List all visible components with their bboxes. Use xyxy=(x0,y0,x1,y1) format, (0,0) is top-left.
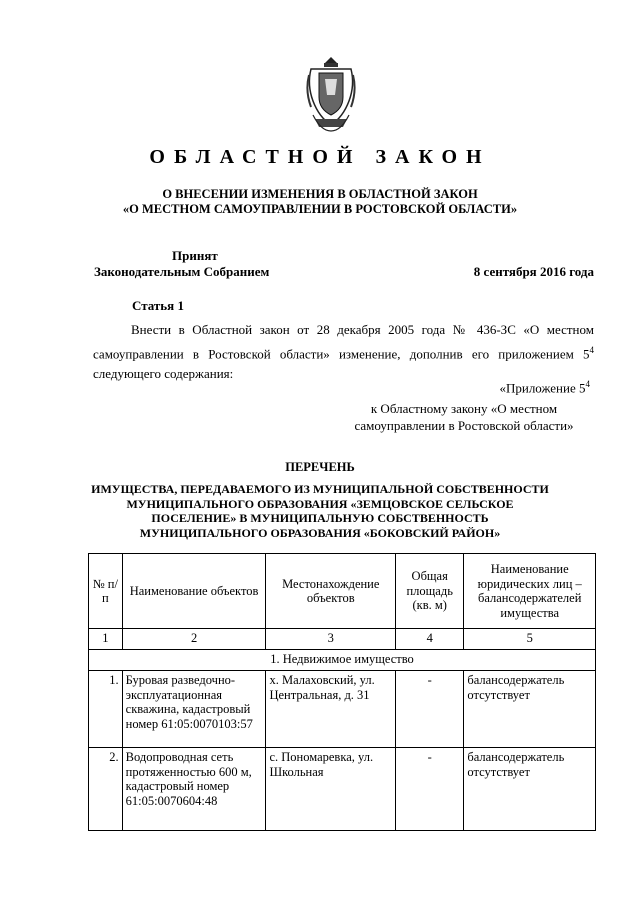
table-row: 1. Буровая разведочно-эксплуатационная скважина, кадастровый номер 61:05:0070103:57 х. Малаховский, ул. Центральная, д. 31 - балансодержатель отсутствует xyxy=(89,671,596,748)
header-holder: Наименование юридических лиц – балансодержателей имущества xyxy=(464,554,596,629)
superscript: 4 xyxy=(589,345,594,355)
adopted-date: 8 сентября 2016 года xyxy=(473,264,594,279)
appendix-reference: к Областному закону «О местном самоуправлении в Ростовской области» xyxy=(354,401,574,433)
subtitle-line: О ВНЕСЕНИИ ИЗМЕНЕНИЯ В ОБЛАСТНОЙ ЗАКОН xyxy=(162,187,478,201)
list-title: ПЕРЕЧЕНЬ xyxy=(285,460,355,474)
superscript: 4 xyxy=(585,379,590,389)
list-subtitle: ИМУЩЕСТВА, ПЕРЕДАВАЕМОГО ИЗ МУНИЦИПАЛЬНОЙ СОБСТВЕННОСТИ МУНИЦИПАЛЬНОГО ОБРАЗОВАНИЯ «ЗЕМЦОВСКОЕ СЕЛЬСКОЕ ПОСЕЛЕНИЕ» В МУНИЦИПАЛЬНУЮ СОБСТВЕННОСТЬ МУНИЦИПАЛЬНОГО ОБРАЗОВАНИЯ «БОКОВСКИЙ РАЙОН» xyxy=(91,482,549,540)
document-title: ОБЛАСТНОЙ ЗАКОН xyxy=(149,146,491,168)
adopted-label: Принят xyxy=(172,248,218,263)
column-number-row: 1 2 3 4 5 xyxy=(89,629,596,650)
rostov-coat-of-arms-icon xyxy=(305,55,357,133)
article-text-part: следующего содержания: xyxy=(93,366,234,382)
table-row: 2. Водопроводная сеть протяженностью 600 м, кадастровый номер 61:05:0070604:48 с. Пономаревка, ул. Школьная - балансодержатель отсутствует xyxy=(89,748,596,831)
article-text xyxy=(93,320,594,384)
header-area: Общая площадь (кв. м) xyxy=(396,554,464,629)
article-heading: Статья 1 xyxy=(132,298,184,313)
header-number: № п/п xyxy=(89,554,123,629)
article-text-part: Внести в Областной закон от 28 декабря 2005 года № 436-ЗС «О местном самоуправлении в Ростовской области» изменение, дополнив его приложением 5 xyxy=(93,322,594,362)
header-name: Наименование объектов xyxy=(122,554,266,629)
document-subtitle xyxy=(0,187,640,217)
section-row: 1. Недвижимое имущество xyxy=(89,650,596,671)
subtitle-line: «О МЕСТНОМ САМОУПРАВЛЕНИИ В РОСТОВСКОЙ ОБЛАСТИ» xyxy=(122,202,518,216)
adopted-by: Законодательным Собранием xyxy=(94,264,270,279)
header-location: Местонахождение объектов xyxy=(266,554,396,629)
property-table xyxy=(88,553,596,831)
appendix-label: «Приложение $5^4$ xyxy=(499,379,590,396)
table-header-row xyxy=(89,554,596,629)
